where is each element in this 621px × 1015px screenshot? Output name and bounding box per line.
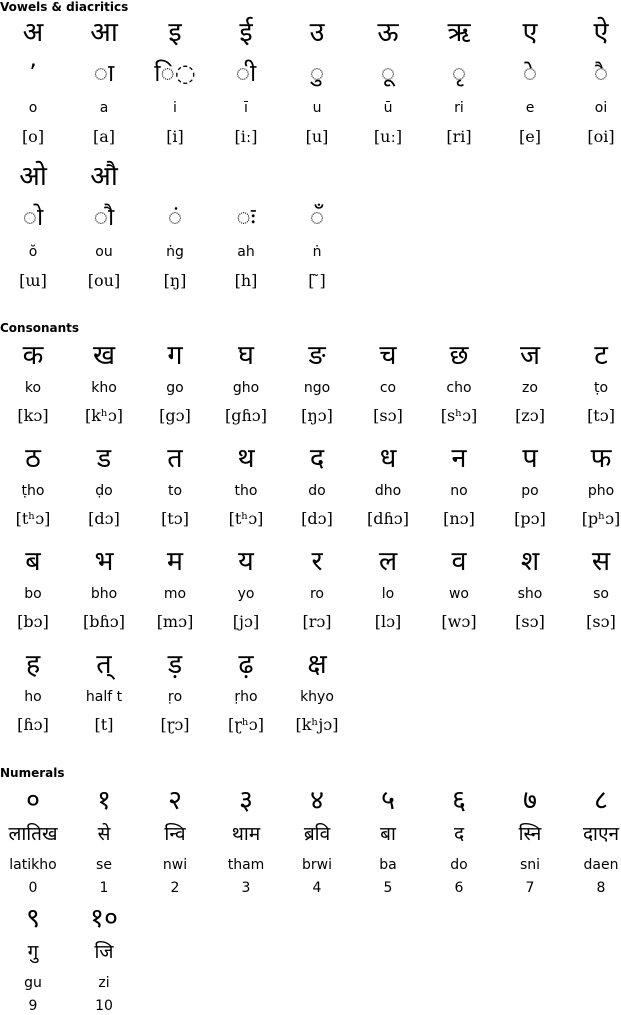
numeral-transliteration: zi — [98, 975, 110, 991]
consonant-ipa: [bɔ] — [17, 612, 49, 631]
numeral-value: 6 — [454, 880, 464, 896]
consonant-ipa: [kʰjɔ] — [295, 715, 339, 734]
consonant-letter: ध — [379, 443, 397, 474]
vowel-ipa: [o] — [21, 127, 45, 146]
consonant-transliteration: co — [379, 380, 397, 396]
numeral-value: 5 — [383, 880, 393, 896]
consonant-transliteration: bo — [24, 586, 42, 602]
vowel-diacritic: ◌ी — [235, 59, 257, 87]
vowel-ipa: [uː] — [373, 127, 403, 146]
vowel-letter: ऊ — [377, 17, 399, 48]
consonant-letter: थ — [237, 443, 255, 474]
consonant-transliteration: cho — [446, 380, 472, 396]
consonant-ipa: [sɔ] — [373, 406, 403, 425]
numeral-digit: ० — [25, 785, 41, 816]
consonant-letter: क — [22, 340, 44, 371]
vowel-transliteration: ŏ — [28, 244, 38, 260]
vowel-letter: उ — [309, 17, 325, 48]
vowel-transliteration: e — [525, 100, 535, 116]
consonant-transliteration: khyo — [300, 689, 334, 705]
vowel-diacritic: ◌ं — [167, 203, 183, 231]
consonant-ipa: [sʰɔ] — [440, 406, 478, 425]
vowel-letter: अ — [22, 17, 44, 48]
vowel-diacritic: ◌ः — [236, 203, 256, 231]
consonant-ipa: [dɔ] — [301, 509, 333, 528]
consonant-letter: त — [167, 443, 183, 474]
vowel-letter: औ — [90, 161, 118, 192]
vowel-letter: ऋ — [447, 17, 471, 48]
consonant-ipa: [gɦɔ] — [225, 406, 267, 425]
consonant-letter: न — [451, 443, 467, 474]
numeral-digit: २ — [167, 785, 183, 816]
consonant-letter: ट — [594, 340, 608, 371]
numeral-transliteration: nwi — [162, 857, 188, 873]
consonant-transliteration: ngo — [303, 380, 331, 396]
consonant-transliteration: to — [167, 483, 183, 499]
consonant-letter: ब — [25, 546, 41, 577]
consonant-ipa: [tʰɔ] — [228, 509, 264, 528]
consonant-transliteration: bho — [90, 586, 118, 602]
numeral-transliteration: brwi — [302, 857, 332, 873]
vowel-diacritic: ि◌ — [154, 59, 196, 87]
consonant-ipa: [zɔ] — [515, 406, 545, 425]
vowel-transliteration: ah — [237, 244, 255, 260]
consonant-transliteration: ṛho — [234, 689, 258, 705]
vowel-ipa: [ŋ] — [163, 271, 187, 290]
consonant-letter: प — [522, 443, 538, 474]
numeral-value: 8 — [596, 880, 606, 896]
vowel-transliteration: ri — [454, 100, 464, 116]
numeral-transliteration: sni — [519, 857, 541, 873]
numeral-digit: ८ — [593, 785, 609, 816]
consonant-ipa: [jɔ] — [232, 612, 260, 631]
numeral-word: से — [97, 823, 111, 845]
numeral-digit: ७ — [522, 785, 538, 816]
consonant-letter: भ — [94, 546, 114, 577]
numerals-section-title: Numerals — [0, 766, 65, 780]
consonant-letter: ग — [167, 340, 183, 371]
vowel-transliteration: a — [99, 100, 109, 116]
vowels-section-title: Vowels & diacritics — [0, 0, 129, 14]
numeral-digit: ६ — [451, 785, 467, 816]
consonant-letter: ठ — [25, 443, 41, 474]
vowel-letter: ऐ — [593, 17, 609, 48]
consonant-letter: फ — [590, 443, 612, 474]
vowel-transliteration: o — [28, 100, 38, 116]
vowel-ipa: [e] — [519, 127, 541, 146]
numeral-digit: ४ — [309, 785, 325, 816]
numeral-digit: १ — [96, 785, 112, 816]
consonant-transliteration: ro — [309, 586, 324, 602]
consonant-letter: र — [311, 546, 323, 577]
consonant-letter: ड़ — [167, 649, 183, 680]
vowel-diacritic: ◌े — [522, 59, 538, 87]
vowel-diacritic: ◌ौ — [93, 203, 115, 231]
numeral-value: 1 — [99, 880, 109, 896]
numeral-word: द — [453, 823, 465, 845]
numeral-value: 2 — [170, 880, 180, 896]
vowel-ipa: [i] — [166, 127, 184, 146]
numeral-transliteration: gu — [24, 975, 42, 991]
consonant-transliteration: gho — [232, 380, 260, 396]
consonant-transliteration: go — [166, 380, 184, 396]
numeral-value: 7 — [525, 880, 535, 896]
vowel-ipa: [ou] — [87, 271, 121, 290]
vowel-letter: ए — [522, 17, 538, 48]
consonant-transliteration: ṛo — [167, 689, 183, 705]
consonant-ipa: [dɔ] — [88, 509, 120, 528]
consonant-ipa: [tʰɔ] — [15, 509, 51, 528]
vowel-ipa: [a] — [92, 127, 116, 146]
numeral-transliteration: se — [96, 857, 112, 873]
consonant-letter: घ — [238, 340, 254, 371]
consonant-ipa: [wɔ] — [441, 612, 477, 631]
consonant-transliteration: wo — [448, 586, 469, 602]
vowel-ipa: [h] — [234, 271, 258, 290]
consonant-transliteration: zo — [522, 380, 538, 396]
numeral-word: जि — [94, 941, 114, 963]
consonant-ipa: [sɔ] — [515, 612, 545, 631]
consonant-ipa: [gɔ] — [159, 406, 191, 425]
consonant-ipa: [ɦɔ] — [17, 715, 49, 734]
consonants-section-title: Consonants — [0, 321, 80, 335]
consonant-transliteration: yo — [237, 586, 255, 602]
vowel-transliteration: ou — [95, 244, 113, 260]
consonant-letter: स — [591, 546, 611, 577]
consonant-transliteration: ṭo — [593, 380, 609, 396]
vowel-diacritic: ◌ँ — [309, 203, 325, 231]
consonant-transliteration: mo — [163, 586, 187, 602]
numeral-word: दाएन — [582, 823, 620, 845]
consonant-letter: ज — [519, 340, 541, 371]
vowel-ipa: [ɯ] — [19, 271, 47, 290]
consonant-letter: त् — [96, 649, 112, 680]
vowel-diacritic: ◌ा — [93, 59, 115, 87]
vowel-transliteration: ī — [244, 100, 248, 116]
consonant-transliteration: half t — [85, 689, 123, 705]
vowel-transliteration: ū — [383, 100, 393, 116]
numeral-transliteration: ba — [379, 857, 397, 873]
numeral-word: थाम — [231, 823, 261, 845]
numeral-word: न्वि — [164, 823, 186, 845]
numeral-digit: १० — [89, 903, 119, 934]
vowel-letter: ओ — [19, 161, 47, 192]
consonant-ipa: [rɔ] — [302, 612, 332, 631]
consonant-transliteration: ḍo — [95, 483, 113, 499]
consonant-ipa: [tɔ] — [161, 509, 189, 528]
numeral-word: बा — [380, 823, 396, 845]
consonant-ipa: [ŋɔ] — [301, 406, 333, 425]
consonant-transliteration: pho — [587, 483, 615, 499]
vowel-ipa: [u] — [305, 127, 329, 146]
consonant-ipa: [t] — [94, 715, 114, 734]
consonant-transliteration: so — [593, 586, 609, 602]
vowel-transliteration: oi — [594, 100, 608, 116]
consonant-transliteration: lo — [381, 586, 395, 602]
numeral-transliteration: latikho — [9, 857, 57, 873]
consonant-letter: य — [238, 546, 254, 577]
vowel-diacritic: ʼ — [29, 59, 37, 87]
consonant-transliteration: sho — [517, 586, 543, 602]
numeral-word: ब्रवि — [303, 823, 331, 845]
numeral-value: 10 — [95, 998, 113, 1014]
numeral-word: स्नि — [518, 823, 542, 845]
consonant-transliteration: ko — [24, 380, 42, 396]
consonant-transliteration: dho — [374, 483, 402, 499]
consonant-transliteration: ho — [24, 689, 42, 705]
consonant-letter: क्ष — [307, 649, 327, 680]
consonant-ipa: [mɔ] — [156, 612, 194, 631]
consonant-letter: च — [379, 340, 397, 371]
consonant-ipa: [tɔ] — [587, 406, 615, 425]
consonant-ipa: [ɽʰɔ] — [227, 715, 264, 734]
consonant-ipa: [pʰɔ] — [581, 509, 621, 528]
consonant-letter: छ — [449, 340, 469, 371]
consonant-ipa: [sɔ] — [586, 612, 616, 631]
consonant-letter: व — [451, 546, 467, 577]
numeral-value: 9 — [28, 998, 38, 1014]
consonant-ipa: [ɽɔ] — [160, 715, 190, 734]
vowel-letter: इ — [168, 17, 182, 48]
numeral-value: 4 — [312, 880, 322, 896]
numeral-transliteration: daen — [583, 857, 619, 873]
consonant-ipa: [dɦɔ] — [367, 509, 409, 528]
vowel-transliteration: ṅ — [312, 244, 322, 260]
numeral-digit: ५ — [380, 785, 396, 816]
consonant-letter: ह — [25, 649, 41, 680]
vowel-letter: ई — [239, 17, 253, 48]
consonant-letter: म — [166, 546, 184, 577]
numeral-digit: ३ — [238, 785, 254, 816]
consonant-letter: ङ — [308, 340, 326, 371]
vowel-ipa: [iː] — [234, 127, 258, 146]
vowel-transliteration: u — [312, 100, 322, 116]
consonant-transliteration: ṭho — [21, 483, 45, 499]
consonant-letter: श — [520, 546, 540, 577]
vowel-diacritic: ◌ु — [309, 59, 325, 87]
numeral-digit: ९ — [25, 903, 41, 934]
consonant-transliteration: tho — [234, 483, 258, 499]
numeral-value: 3 — [241, 880, 251, 896]
vowel-ipa: [oi] — [587, 127, 615, 146]
numeral-word: लातिख — [8, 823, 58, 845]
consonant-ipa: [bɦɔ] — [83, 612, 125, 631]
numeral-word: गु — [27, 941, 39, 963]
numeral-transliteration: do — [450, 857, 468, 873]
vowel-ipa: [ ̃] — [308, 271, 326, 290]
consonant-ipa: [kɔ] — [17, 406, 49, 425]
vowel-diacritic: ◌ृ — [451, 59, 467, 87]
consonant-ipa: [lɔ] — [374, 612, 402, 631]
consonant-transliteration: kho — [91, 380, 117, 396]
vowel-diacritic: ◌ै — [593, 59, 609, 87]
consonant-letter: ल — [378, 546, 398, 577]
numeral-value: 0 — [28, 880, 38, 896]
vowel-ipa: [ri] — [446, 127, 472, 146]
vowel-letter: आ — [90, 17, 118, 48]
vowel-diacritic: ◌ो — [22, 203, 44, 231]
consonant-letter: ढ़ — [238, 649, 254, 680]
consonant-transliteration: no — [450, 483, 468, 499]
consonant-letter: ख — [92, 340, 116, 371]
consonant-letter: द — [309, 443, 325, 474]
consonant-transliteration: po — [521, 483, 539, 499]
consonant-ipa: [pɔ] — [514, 509, 546, 528]
consonant-letter: ड — [96, 443, 112, 474]
vowel-transliteration: ṅg — [166, 244, 184, 260]
vowel-diacritic: ◌ू — [380, 59, 396, 87]
vowel-transliteration: i — [173, 100, 177, 116]
consonant-ipa: [nɔ] — [443, 509, 475, 528]
consonant-transliteration: do — [308, 483, 326, 499]
numeral-transliteration: tham — [227, 857, 265, 873]
consonant-ipa: [kʰɔ] — [84, 406, 124, 425]
